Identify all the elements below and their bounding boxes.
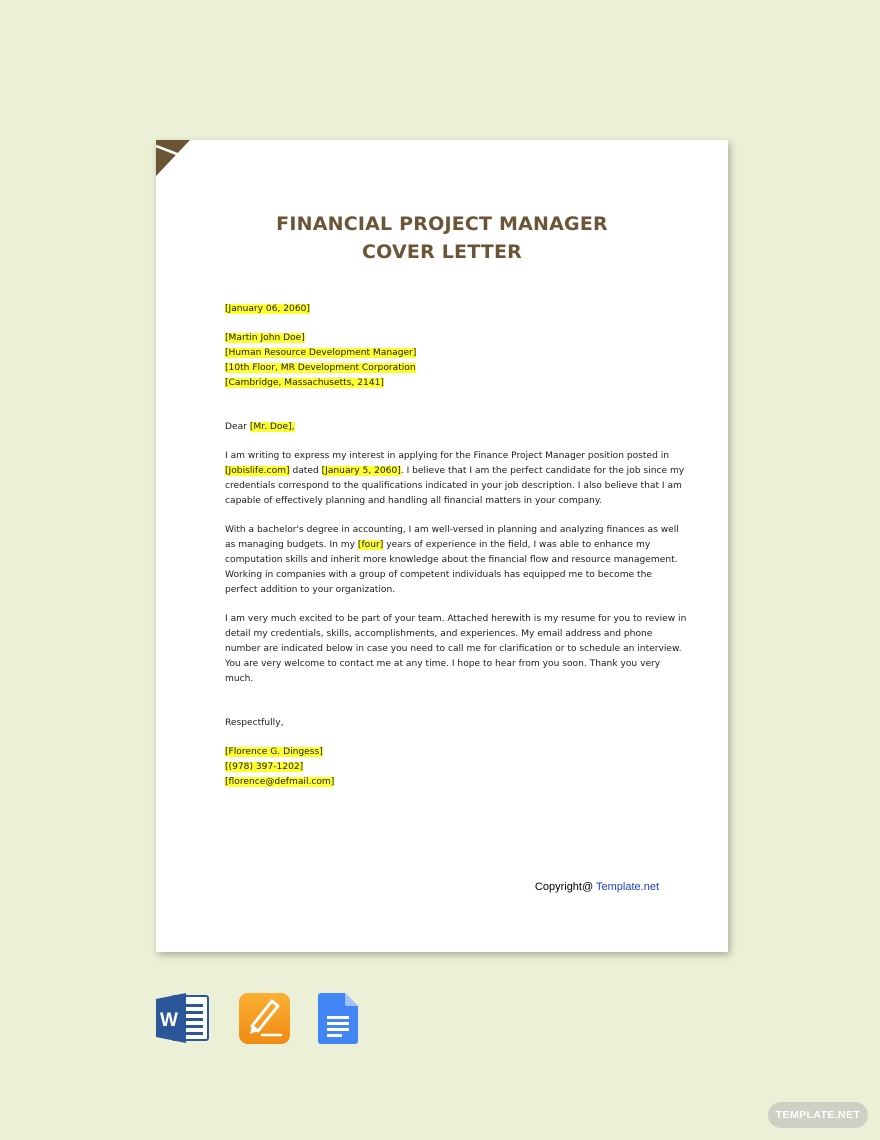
letter-page — [156, 140, 728, 952]
letter-body — [225, 302, 687, 790]
template-net-badge[interactable]: TEMPLATE.NET — [768, 1102, 868, 1128]
pages-icon[interactable] — [239, 993, 290, 1044]
recipient-address-2: [Cambridge, Massachusetts, 2141] — [225, 378, 384, 388]
recipient-address-1: [10th Floor, MR Development Corporation — [225, 363, 416, 373]
years-experience: [four] — [357, 540, 384, 550]
job-source: [Jobislife.com] — [225, 466, 290, 476]
title-line-1: FINANCIAL PROJECT MANAGER — [276, 213, 608, 235]
document-title — [156, 210, 728, 266]
word-icon[interactable] — [156, 993, 210, 1043]
salutation: Dear [Mr. Doe], — [225, 422, 295, 432]
posting-date: [January 5, 2060] — [321, 466, 401, 476]
signature-email: [florence@defmail.com] — [225, 777, 335, 787]
paragraph-2: With a bachelor's degree in accounting, I am well-versed in planning and analyzing finances as well as managing budgets. In my [four] years of experience in the field, I was able to enhance my computation skills and inherit more knowledge about the financial flow and resource management. Working in companies with a group of competent individuals has equipped me to become the perfect addition to your organization. — [225, 525, 679, 595]
corner-ribbon-icon — [156, 140, 190, 176]
recipient-position: [Human Resource Development Manager] — [225, 348, 417, 358]
copyright-notice: Copyright@ Template.net — [534, 881, 659, 893]
letter-date: [January 06, 2060] — [225, 304, 310, 314]
signature-phone: [(978) 397-1202] — [225, 762, 304, 772]
paragraph-3: I am very much excited to be part of your team. Attached herewith is my resume for you to review in detail my credentials, skills, accomplishments, and experiences. My email address and phone number are indicated below in case you need to call me for clarification or to schedule an interview. You are very welcome to contact me at any time. I hope to hear from you soon. Thank you very much. — [225, 614, 687, 684]
signature-name: [Florence G. Dingess] — [225, 747, 323, 757]
template-net-link[interactable]: Template.net — [596, 881, 659, 893]
title-line-2: COVER LETTER — [362, 241, 522, 263]
paragraph-1: I am writing to express my interest in applying for the Finance Project Manager position posted in [Jobislife.com] dated [January 5, 2060]. I believe that I am the perfect candidate for the job since my credentials correspond to the qualifications indicated in your job description. I also believe that I am capable of effectively planning and handling all financial matters in your company. — [225, 451, 685, 506]
salutation-name: [Mr. Doe], — [249, 422, 295, 432]
closing: Respectfully, — [225, 718, 284, 728]
google-docs-icon[interactable] — [318, 993, 358, 1044]
recipient-name: [Martin John Doe] — [225, 333, 305, 343]
svg-text:W: W — [160, 1010, 178, 1031]
